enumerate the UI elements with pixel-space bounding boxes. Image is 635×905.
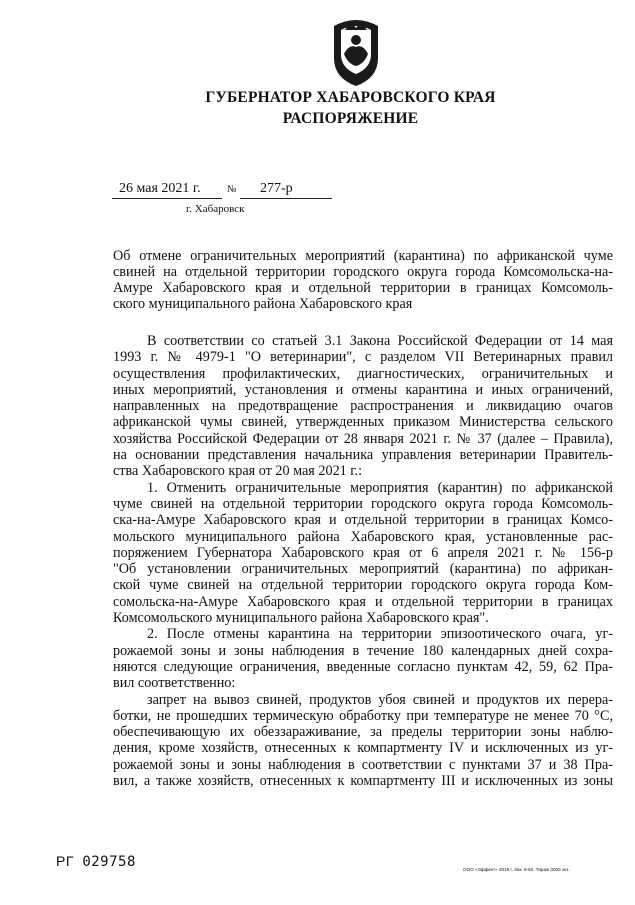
body-line: дения, кроме хозяйств, отнесенных к компартменту IV и исключенных из уг-	[113, 740, 613, 757]
title-line: Амуре Хабаровского края и отдельной территории в границах Комсомоль-	[113, 280, 613, 296]
body-line: Комсомольского муниципального района Хабаровского края".	[113, 610, 489, 627]
body-line: 1. Отменить ограничительные мероприятия (карантин) по африканской	[147, 479, 613, 496]
form-serial	[56, 853, 136, 870]
body-line: иных мероприятий, установления и отмены карантина и иных ограничений,	[113, 381, 613, 398]
date-number-line	[112, 181, 332, 201]
body-line: мольского муниципального района Хабаровского края, установленные рас-	[113, 528, 613, 545]
number-underline	[240, 198, 332, 199]
body-line: ской чуме свиней на отдельной территории городского округа города Ком-	[113, 577, 613, 594]
body-line: вил, а также хозяйств, отнесенных к компартменту III и исключенных из зоны	[113, 773, 613, 790]
body-line: чуме свиней на отдельной территории городского округа города Комсомоль-	[113, 495, 613, 512]
title-line: Об отмене ограничительных мероприятий (карантина) по африканской чуме	[113, 248, 613, 264]
printer-imprint: ООО «Эффект» 2019 г. Зак. 8-82. Тираж 3000 экз.	[463, 867, 570, 872]
title-line: ского муниципального района Хабаровского края	[113, 296, 413, 312]
coat-of-arms-emblem	[331, 14, 381, 88]
body-line: В соответствии со статьей 3.1 Закона Российской Федерации от 14 мая	[147, 333, 613, 349]
body-line: поряжением Губернатора Хабаровского края от 6 апреля 2021 г. № 156-р	[113, 544, 613, 561]
body-line: ства Хабаровского края от 20 мая 2021 г.:	[113, 463, 363, 480]
issuer-title: ГУБЕРНАТОР ХАБАРОВСКОГО КРАЯ	[205, 89, 496, 106]
body-line: 1993 г. № 4979-1 "О ветеринарии", с разделом VII Ветеринарных правил	[113, 349, 613, 366]
date-underline	[112, 198, 222, 199]
body-line: ска-на-Амуре Хабаровского края и отдельной территории в границах Комсо-	[113, 512, 613, 529]
document-type: РАСПОРЯЖЕНИЕ	[282, 110, 419, 127]
document-date: 26 мая 2021 г.	[119, 181, 201, 196]
body-line: осуществления профилактических, диагностических, ограничительных и	[113, 365, 613, 382]
body-line: обеспечивающую их обеззараживание, за пределы территории зоны наблю-	[113, 724, 613, 741]
body-line: няются следующие ограничения, введенные согласно пунктам 42, 59, 62 Пра-	[113, 658, 613, 675]
issue-city: г. Хабаровск	[186, 203, 245, 215]
body-line: рожаемой зоны и зоны наблюдения в течение 180 календарных дней сохра-	[113, 642, 613, 659]
form-serial-number: 029758	[82, 854, 136, 870]
body-line: направленных на предотвращение распространения и ликвидацию очагов	[113, 398, 613, 415]
body-line: африканской чумы свиней, утвержденных приказом Министерства сельского	[113, 414, 613, 431]
form-serial-label: РГ	[56, 853, 74, 869]
document-body	[113, 333, 613, 789]
body-line: запрет на вывоз свиней, продуктов убоя свиней и продуктов их перера-	[147, 691, 613, 708]
body-line: ботки, не прошедших термическую обработку при температуре не менее 70 °С,	[113, 707, 613, 724]
body-line: вил соответственно:	[113, 675, 236, 692]
number-sign: №	[227, 184, 237, 195]
body-line: на основании представления начальника управления ветеринарии Правитель-	[113, 447, 613, 464]
document-number: 277-р	[260, 181, 293, 196]
document-subject	[113, 248, 613, 312]
body-line: хозяйства Российской Федерации от 28 января 2021 г. № 37 (далее – Правила),	[113, 430, 613, 447]
body-line: 2. После отмены карантина на территории эпизоотического очага, уг-	[147, 626, 613, 643]
body-line: сомольска-на-Амуре Хабаровского края и отдельной территории в границах	[113, 593, 613, 610]
body-line: "Об установлении ограничительных мероприятий (карантина) по африкан-	[113, 561, 613, 578]
body-line: рожаемой зоны и зоны наблюдения в соответствии с пунктами 37 и 38 Пра-	[113, 756, 613, 773]
title-line: свиней на отдельной территории городского округа города Комсомольска-на-	[113, 264, 613, 280]
